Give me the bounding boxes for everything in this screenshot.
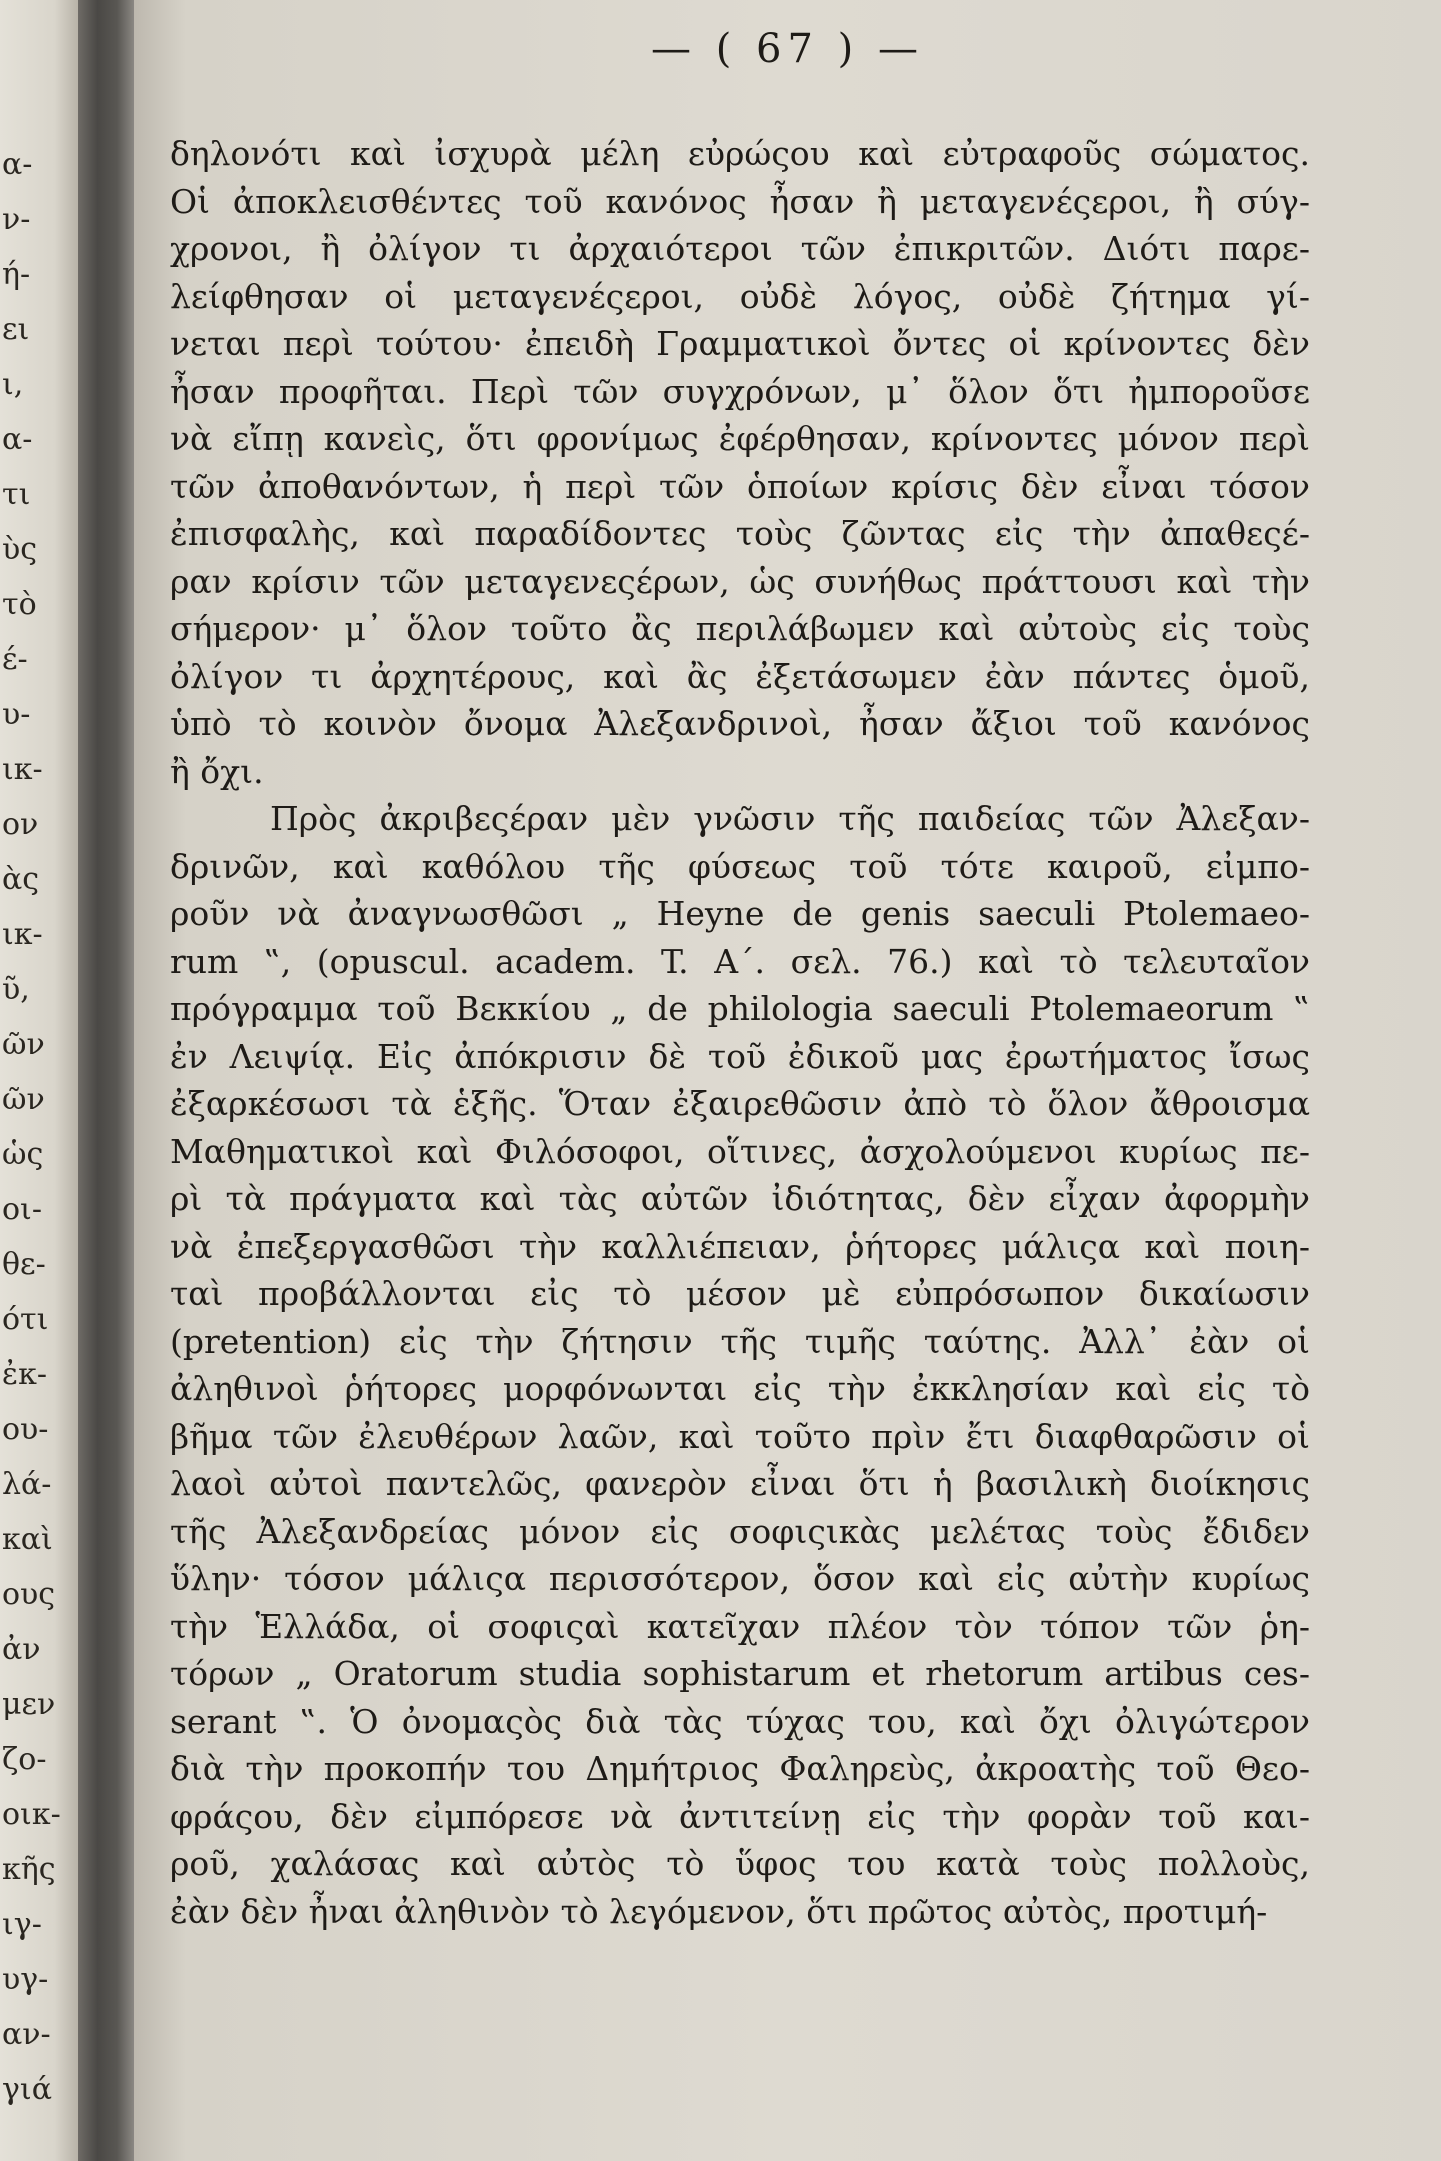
text-line: ὕλην· τόσον μάλιςα περισσότερον, ὅσον καὶ εἰς αὐτὴν κυρίως	[170, 1559, 1310, 1598]
left-page-fragment: ὺς	[2, 532, 38, 567]
text-line: ὑπὸ τὸ κοινὸν ὄνομα Ἀλεξανδρινοὶ, ἦσαν ἄξιοι τοῦ κανόνος	[170, 704, 1310, 743]
text-line: λαοὶ αὐτοὶ παντελῶς, φανερὸν εἶναι ὅτι ἡ βασιλικὴ διοίκησις	[170, 1464, 1310, 1503]
left-page-fragment: λά-	[2, 1467, 52, 1502]
page-body-text	[170, 130, 1310, 1935]
left-page-fragment: οι-	[2, 1192, 42, 1227]
text-line: ταὶ προβάλλονται εἰς τὸ μέσον μὲ εὐπρόσωπον δικαίωσιν	[170, 1274, 1310, 1313]
left-page-fragment: ἀν	[2, 1632, 41, 1667]
left-page-fragment: ιγ-	[2, 1907, 42, 1942]
left-page-fragment: κῆς	[2, 1852, 56, 1887]
left-page-fragment: ῶν	[2, 1082, 45, 1117]
left-page-fragment: ὡς	[2, 1137, 44, 1172]
text-line: Οἱ ἀποκλεισθέντες τοῦ κανόνος ἦσαν ἢ μεταγενέςεροι, ἢ σύγ-	[170, 181, 1310, 221]
left-page-fragment: οικ-	[2, 1797, 61, 1832]
text-line: τῶν ἀποθανόντων, ἡ περὶ τῶν ὁποίων κρίσις δὲν εἶναι τόσον	[170, 466, 1310, 506]
text-line: νεται περὶ τούτου· ἐπειδὴ Γραμματικοὶ ὄντες οἱ κρίνοντες δὲν	[170, 324, 1310, 363]
text-line: πρόγραμμα τοῦ Βεκκίου „ de philologia saeculi Ptolemaeorum ‟	[170, 989, 1310, 1028]
text-line: νὰ ἐπεξεργασθῶσι τὴν καλλιέπειαν, ῥήτορες μάλιςα καὶ ποιη-	[170, 1226, 1310, 1266]
left-page-fragment: ου-	[2, 1412, 49, 1447]
paragraph	[170, 130, 1310, 795]
text-line: ἐπισφαλὴς, καὶ παραδίδοντες τοὺς ζῶντας εἰς τὴν ἀπαθεςέ-	[170, 514, 1310, 553]
left-page-fragment: ῶν	[2, 1027, 45, 1062]
left-page-fragment: έ-	[2, 642, 28, 677]
text-line: ροῦ, χαλάσας καὶ αὐτὸς τὸ ὕφος του κατὰ τοὺς πολλοὺς,	[170, 1844, 1310, 1883]
text-line: ραν κρίσιν τῶν μεταγενεςέρων, ὡς συνήθως πράττουσι καὶ τὴν	[170, 561, 1310, 601]
text-line: λείφθησαν οἱ μεταγενέςεροι, οὐδὲ λόγος, οὐδὲ ζήτημα γί-	[170, 276, 1310, 316]
text-line: Μαθηματικοὶ καὶ Φιλόσοφοι, οἵτινες, ἀσχολούμενοι κυρίως πε-	[170, 1131, 1310, 1171]
text-line: ἐὰν δὲν ἦναι ἀληθινὸν τὸ λεγόμενον, ὅτι πρῶτος αὐτὸς, προτιμή-	[170, 1891, 1268, 1931]
left-page-fragment: τὸ	[2, 587, 37, 622]
text-line: σήμερον· μ᾽ ὅλον τοῦτο ἂς περιλάβωμεν καὶ αὐτοὺς εἰς τοὺς	[170, 609, 1310, 648]
book-gutter	[78, 0, 134, 2161]
text-line: ἀληθινοὶ ῥήτορες μορφόνωνται εἰς τὴν ἐκκλησίαν καὶ εἰς τὸ	[170, 1369, 1310, 1408]
left-page-fragment: ον	[2, 807, 39, 842]
text-line: τῆς Ἀλεξανδρείας μόνον εἰς σοφιςικὰς μελέτας τοὺς ἔδιδεν	[170, 1511, 1310, 1551]
text-line: ἐξαρκέσωσι τὰ ἑξῆς. Ὅταν ἐξαιρεθῶσιν ἀπὸ τὸ ὅλον ἄθροισμα	[170, 1084, 1310, 1123]
text-line: τόρων „ Oratorum studia sophistarum et rhetorum artibus ces-	[170, 1654, 1310, 1693]
left-page-fragment: αν-	[2, 2017, 51, 2052]
left-page-fragment: α-	[2, 422, 33, 457]
left-page-fragment: θε-	[2, 1247, 46, 1282]
left-page-fragment: ῦ,	[2, 972, 30, 1007]
text-line: φράςου, δὲν εἰμπόρεσε νὰ ἀντιτείνῃ εἰς τὴν φορὰν τοῦ και-	[170, 1796, 1310, 1836]
left-page-fragment: ότι	[2, 1302, 49, 1337]
left-page-fragment: ζο-	[2, 1742, 47, 1777]
text-line: ἢ ὄχι.	[170, 751, 264, 791]
text-line: ρὶ τὰ πράγματα καὶ τὰς αὐτῶν ἰδιότητας, δὲν εἶχαν ἀφορμὴν	[170, 1179, 1310, 1218]
left-page-fragment: α-	[2, 147, 33, 182]
text-line: ροῦν νὰ ἀναγνωσθῶσι „ Heyne de genis saeculi Ptolemaeo-	[170, 894, 1310, 933]
page-number: — ( 67 ) —	[651, 26, 924, 72]
left-page-fragment: ὰς	[2, 862, 40, 897]
left-page-fragment: γιά	[2, 2072, 52, 2107]
left-page-fragment: ι,	[2, 367, 24, 402]
text-line: βῆμα τῶν ἐλευθέρων λαῶν, καὶ τοῦτο πρὶν ἔτι διαφθαρῶσιν οἱ	[170, 1416, 1310, 1456]
left-page-fragment: ν-	[2, 202, 31, 237]
book-page	[134, 0, 1441, 2161]
left-page-fragment: μεν	[2, 1687, 56, 1722]
text-line: ὀλίγον τι ἀρχητέρους, καὶ ἂς ἐξετάσωμεν ἐὰν πάντες ὁμοῦ,	[170, 656, 1310, 696]
left-page-fragment: τι	[2, 477, 31, 512]
text-line: νὰ εἴπῃ κανεὶς, ὅτι φρονίμως ἐφέρθησαν, κρίνοντες μόνον περὶ	[170, 419, 1310, 458]
text-line: (pretention) εἰς τὴν ζήτησιν τῆς τιμῆς ταύτης. Ἀλλ᾽ ἐὰν οἱ	[170, 1321, 1310, 1361]
text-line: ἐν Λειψίᾳ. Εἰς ἀπόκρισιν δὲ τοῦ ἐδικοῦ μας ἐρωτήματος ἴσως	[170, 1036, 1310, 1076]
left-page-fragment: ικ-	[2, 917, 43, 952]
text-line: Πρὸς ἀκριβεςέραν μὲν γνῶσιν τῆς παιδείας τῶν Ἀλεξαν-	[270, 799, 1310, 838]
text-line: τὴν Ἑλλάδα, οἱ σοφιςαὶ κατεῖχαν πλέον τὸν τόπον τῶν ῥη-	[170, 1606, 1310, 1646]
left-page-fragment: ἐκ-	[2, 1357, 47, 1392]
left-page-fragment: ει	[2, 312, 30, 347]
left-page-fragment: καὶ	[2, 1522, 53, 1557]
left-page-margin	[0, 0, 78, 2161]
text-line: rum ‟, (opuscul. academ. T. Α΄. σελ. 76.) καὶ τὸ τελευταῖον	[170, 941, 1310, 981]
text-line: serant ‟. Ὁ ὀνομαςὸς διὰ τὰς τύχας του, καὶ ὄχι ὀλιγώτερον	[170, 1701, 1310, 1741]
left-page-fragment: υγ-	[2, 1962, 49, 1997]
text-line: χρονοι, ἢ ὀλίγον τι ἀρχαιότεροι τῶν ἐπικριτῶν. Διότι παρε-	[170, 229, 1310, 268]
paragraph	[170, 795, 1310, 1935]
text-line: δρινῶν, καὶ καθόλου τῆς φύσεως τοῦ τότε καιροῦ, εἰμπο-	[170, 846, 1310, 886]
left-page-fragment: ικ-	[2, 752, 43, 787]
left-page-fragment: ή-	[2, 257, 31, 292]
text-line: ἦσαν προφῆται. Περὶ τῶν συγχρόνων, μ᾽ ὅλον ὅτι ἠμποροῦσε	[170, 371, 1310, 411]
left-page-fragment: ους	[2, 1577, 56, 1612]
text-line: δηλονότι καὶ ἰσχυρὰ μέλη εὐρώςου καὶ εὐτραφοῦς σώματος.	[170, 134, 1310, 173]
left-page-fragment: υ-	[2, 697, 31, 732]
text-line: διὰ τὴν προκοπήν του Δημήτριος Φαληρεὺς, ἀκροατὴς τοῦ Θεο-	[170, 1749, 1310, 1788]
